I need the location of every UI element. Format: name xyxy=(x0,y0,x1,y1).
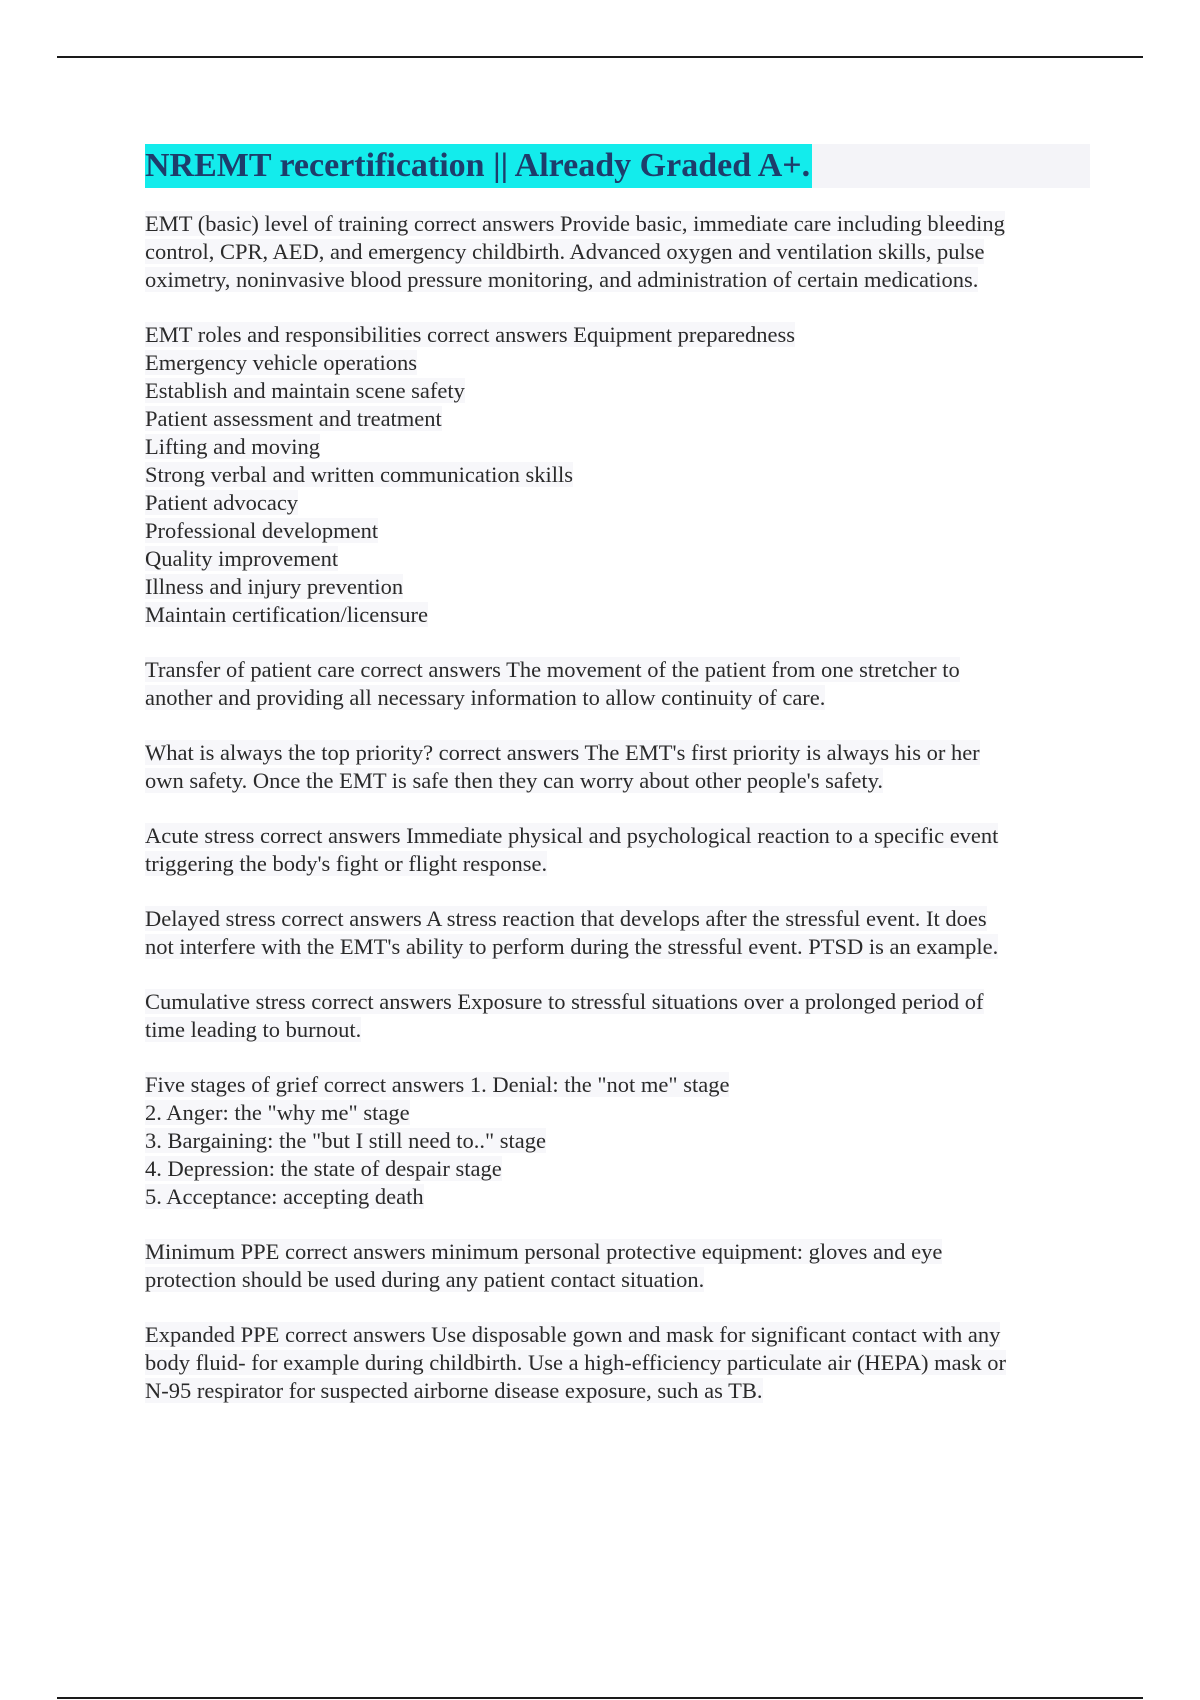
entry-line: oximetry, noninvasive blood pressure monitoring, and administration of certain medications. xyxy=(145,267,979,292)
entry-line: Professional development xyxy=(145,518,379,543)
qa-entry xyxy=(145,1071,1090,1211)
entry-line: Emergency vehicle operations xyxy=(145,350,417,375)
document-body xyxy=(145,144,1090,1432)
entry-line: Acute stress correct answers Immediate physical and psychological reaction to a specific event xyxy=(145,823,999,848)
entry-line: Cumulative stress correct answers Exposure to stressful situations over a prolonged period of xyxy=(145,989,984,1014)
entry-line: own safety. Once the EMT is safe then they can worry about other people's safety. xyxy=(145,768,883,793)
entry-line: not interfere with the EMT's ability to perform during the stressful event. PTSD is an example. xyxy=(145,934,999,959)
entry-line: Strong verbal and written communication skills xyxy=(145,462,574,487)
qa-entry xyxy=(145,822,1090,878)
bottom-rule xyxy=(57,1697,1143,1699)
entry-line: Expanded PPE correct answers Use disposable gown and mask for significant contact with any xyxy=(145,1322,1001,1347)
entry-line: Patient advocacy xyxy=(145,490,299,515)
entry-line: Establish and maintain scene safety xyxy=(145,378,465,403)
qa-entry xyxy=(145,656,1090,712)
top-rule xyxy=(57,56,1143,58)
entry-line: 4. Depression: the state of despair stage xyxy=(145,1156,502,1181)
entry-line: Maintain certification/licensure xyxy=(145,602,429,627)
entry-line: control, CPR, AED, and emergency childbirth. Advanced oxygen and ventilation skills, pulse xyxy=(145,239,985,264)
entry-line: N-95 respirator for suspected airborne disease exposure, such as TB. xyxy=(145,1378,763,1403)
entry-line: Lifting and moving xyxy=(145,434,320,459)
entry-line: time leading to burnout. xyxy=(145,1017,362,1042)
qa-entry xyxy=(145,210,1090,294)
entry-line: EMT roles and responsibilities correct answers Equipment preparedness xyxy=(145,322,796,347)
qa-entry xyxy=(145,321,1090,629)
title-row xyxy=(145,144,1090,188)
entry-line: triggering the body's fight or flight response. xyxy=(145,851,548,876)
entry-line: Five stages of grief correct answers 1. Denial: the "not me" stage xyxy=(145,1072,730,1097)
entry-line: Quality improvement xyxy=(145,546,339,571)
entry-line: 5. Acceptance: accepting death xyxy=(145,1184,424,1209)
entry-line: Illness and injury prevention xyxy=(145,574,404,599)
qa-entry xyxy=(145,1321,1090,1405)
entry-line: Minimum PPE correct answers minimum personal protective equipment: gloves and eye xyxy=(145,1239,943,1264)
entry-line: protection should be used during any patient contact situation. xyxy=(145,1267,705,1292)
entry-line: What is always the top priority? correct answers The EMT's first priority is always his or her xyxy=(145,740,980,765)
qa-entry xyxy=(145,739,1090,795)
entry-line: EMT (basic) level of training correct answers Provide basic, immediate care including bleeding xyxy=(145,211,1005,236)
entry-line: Patient assessment and treatment xyxy=(145,406,442,431)
entry-line: body fluid- for example during childbirth. Use a high-efficiency particulate air (HEPA) mask or xyxy=(145,1350,1006,1375)
entry-line: 3. Bargaining: the "but I still need to.." stage xyxy=(145,1128,547,1153)
entry-line: Delayed stress correct answers A stress reaction that develops after the stressful event. It does xyxy=(145,906,987,931)
qa-entry xyxy=(145,988,1090,1044)
entry-line: 2. Anger: the "why me" stage xyxy=(145,1100,410,1125)
qa-entry xyxy=(145,1238,1090,1294)
entry-line: another and providing all necessary information to allow continuity of care. xyxy=(145,685,826,710)
entry-line: Transfer of patient care correct answers The movement of the patient from one stretcher to xyxy=(145,657,960,682)
qa-entry xyxy=(145,905,1090,961)
document-title: NREMT recertification || Already Graded A+. xyxy=(145,144,812,188)
